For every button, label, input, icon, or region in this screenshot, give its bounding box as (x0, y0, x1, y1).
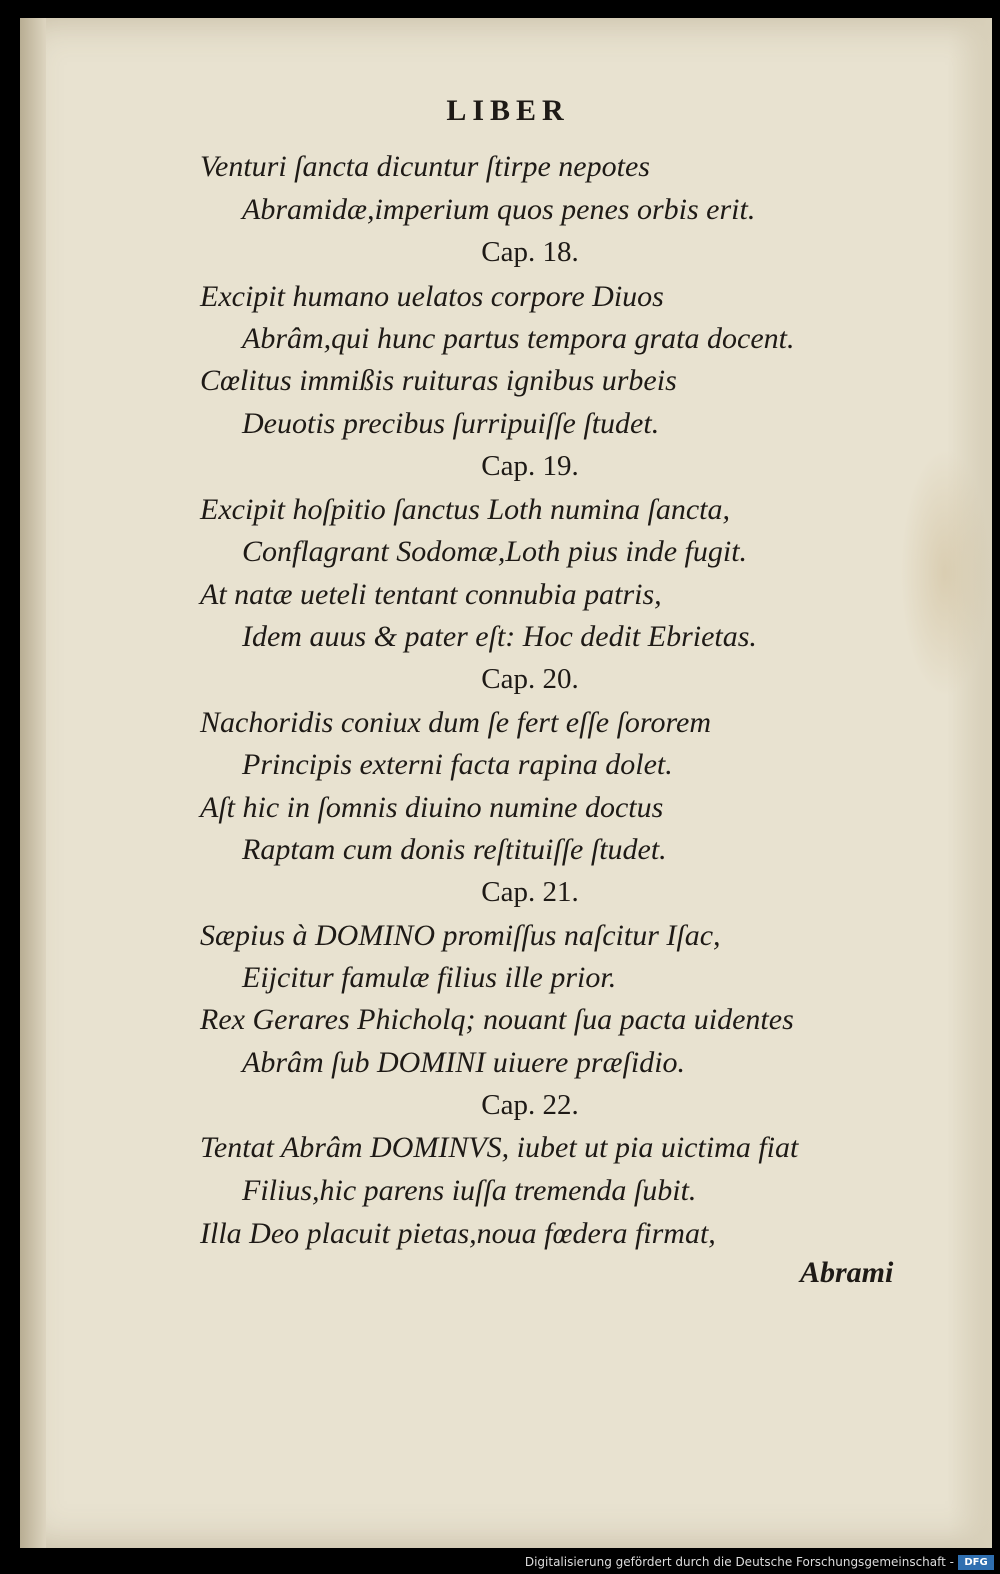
funding-credit: Digitalisierung gefördert durch die Deutsche Forschungsgemeinschaft - (524, 1555, 954, 1569)
dfg-logo: DFG (958, 1555, 994, 1570)
verse-line: Abramidæ,imperium quos penes orbis erit. (242, 193, 756, 226)
verse-line: Venturi ſancta dicuntur ſtirpe nepotes (200, 150, 650, 183)
verse-line: Raptam cum donis reſtituiſſe ſtudet. (242, 833, 667, 866)
footer-bar (0, 1552, 1000, 1574)
verse-line: Filius,hic parens iuſſa tremenda ſubit. (242, 1174, 697, 1207)
chapter-heading: Cap. 21. (481, 876, 579, 908)
verse-line: At natæ ueteli tentant connubia patris, (200, 578, 662, 611)
verse-line: Tentat Abrâm DOMINVS, iubet ut pia uictima fiat (200, 1131, 799, 1164)
verse-line: Abrâm,qui hunc partus tempora grata docent. (242, 322, 795, 355)
verse-line: Nachoridis coniux dum ſe fert eſſe ſororem (200, 706, 712, 739)
verse-line: Abrâm ſub DOMINI uiuere præſidio. (242, 1046, 686, 1079)
verse-line: Excipit humano uelatos corpore Diuos (200, 280, 664, 313)
verse-line: Cœlitus immißis ruituras ignibus urbeis (200, 364, 677, 397)
catchword: Abrami (800, 1256, 894, 1289)
verse-line: Rex Gerares Phicholq; nouant ſua pacta uidentes (200, 1003, 794, 1036)
verse-line: Sæpius à DOMINO promiſſus naſcitur Iſac, (200, 919, 721, 952)
verse-line: Deuotis precibus ſurripuiſſe ſtudet. (242, 407, 660, 440)
chapter-heading: Cap. 20. (481, 663, 579, 695)
verse-line: Aſt hic in ſomnis diuino numine doctus (200, 791, 664, 824)
verse-line: Illa Deo placuit pietas,noua fœdera firmat, (200, 1217, 716, 1250)
running-header: LIBER (446, 94, 570, 127)
page-gutter (20, 18, 46, 1548)
verse-line: Principis externi facta rapina dolet. (242, 748, 673, 781)
chapter-heading: Cap. 18. (481, 236, 579, 268)
verse-line: Excipit hoſpitio ſanctus Loth numina ſancta, (200, 493, 730, 526)
paper-stain (900, 448, 990, 698)
page-edge (948, 18, 992, 1548)
verse-line: Conflagrant Sodomæ,Loth pius inde fugit. (242, 535, 748, 568)
chapter-heading: Cap. 22. (481, 1089, 579, 1121)
verse-line: Idem auus & pater eſt: Hoc dedit Ebrietas. (242, 620, 757, 653)
verse-line: Eijcitur famulæ filius ille prior. (242, 961, 617, 994)
chapter-heading: Cap. 19. (481, 450, 579, 482)
